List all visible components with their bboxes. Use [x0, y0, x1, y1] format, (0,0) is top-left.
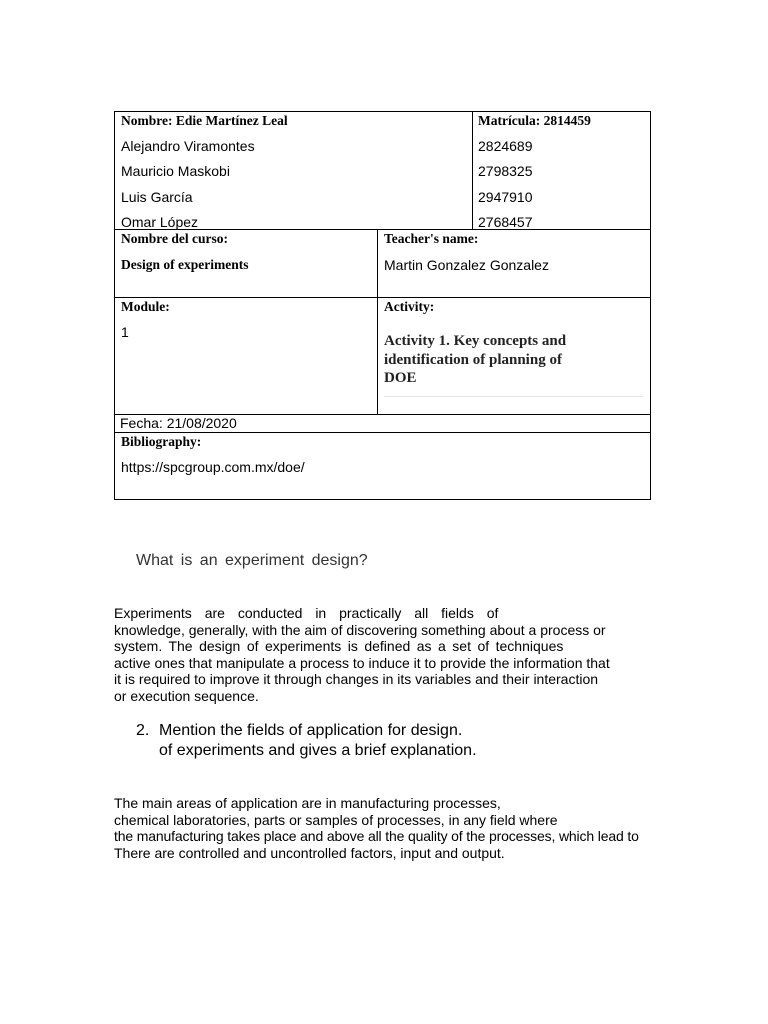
answer-1-line: active ones that manipulate a process to induce it to provide the information that [114, 654, 610, 671]
answer-1-line: or execution sequence. [114, 687, 259, 704]
answer-2-line: chemical laboratories, parts or samples of processes, in any field where [114, 811, 558, 828]
answer-2-line: The main areas of application are in manufacturing processes, [114, 795, 501, 811]
date-text: Fecha: 21/08/2020 [120, 415, 237, 431]
activity-value-line: DOE [384, 370, 417, 386]
activity-label: Activity: [384, 299, 435, 314]
member-id: 2947910 [478, 189, 533, 205]
course-label: Nombre del curso: [121, 231, 228, 246]
question-2-line: Mention the fields of application for design. [159, 722, 463, 739]
activity-value-line: identification of planning of [384, 352, 562, 368]
answer-1-line: Experiments are conducted in practically all fields of [114, 605, 499, 621]
answer-2-paragraph [114, 795, 639, 861]
activity-value-line: Activity 1. Key concepts and [384, 333, 567, 349]
member-name: Alejandro Viramontes [121, 138, 255, 154]
teacher-value: Martin Gonzalez Gonzalez [384, 257, 549, 273]
question-2-number: 2. [136, 722, 150, 739]
bibliography-label: Bibliography: [121, 434, 202, 449]
module-value: 1 [121, 324, 129, 340]
course-value: Design of experiments [121, 257, 249, 272]
question-2-line: of experiments and gives a brief explanation. [159, 742, 477, 759]
answer-1-paragraph [114, 605, 610, 705]
student-name-header: Nombre: Edie Martínez Leal [121, 113, 288, 128]
module-label: Module: [121, 299, 170, 314]
column-divider [472, 111, 473, 230]
member-id: 2798325 [478, 163, 533, 179]
activity-underline [384, 396, 643, 397]
question-1-heading: What is an experiment design? [136, 552, 368, 569]
member-name: Mauricio Maskobi [121, 163, 230, 179]
member-id: 2768457 [478, 214, 533, 230]
answer-1-line: knowledge, generally, with the aim of discovering something about a process or [114, 621, 606, 638]
column-divider [377, 229, 378, 415]
answer-1-line: it is required to improve it through changes in its variables and their interaction [114, 671, 599, 688]
member-name: Luis García [121, 189, 193, 205]
row-divider [114, 432, 651, 433]
member-id: 2824689 [478, 138, 533, 154]
answer-2-line: the manufacturing takes place and above all the quality of the processes, which lead to [114, 828, 639, 845]
bibliography-link[interactable]: https://spcgroup.com.mx/doe/ [121, 459, 305, 475]
row-divider [114, 297, 651, 298]
member-name: Omar López [121, 214, 199, 230]
answer-1-line: system. The design of experiments is defined as a set of techniques [114, 638, 564, 655]
student-id-header: Matrícula: 2814459 [478, 113, 591, 128]
teacher-label: Teacher's name: [384, 231, 479, 246]
answer-2-line: There are controlled and uncontrolled factors, input and output. [114, 844, 505, 861]
